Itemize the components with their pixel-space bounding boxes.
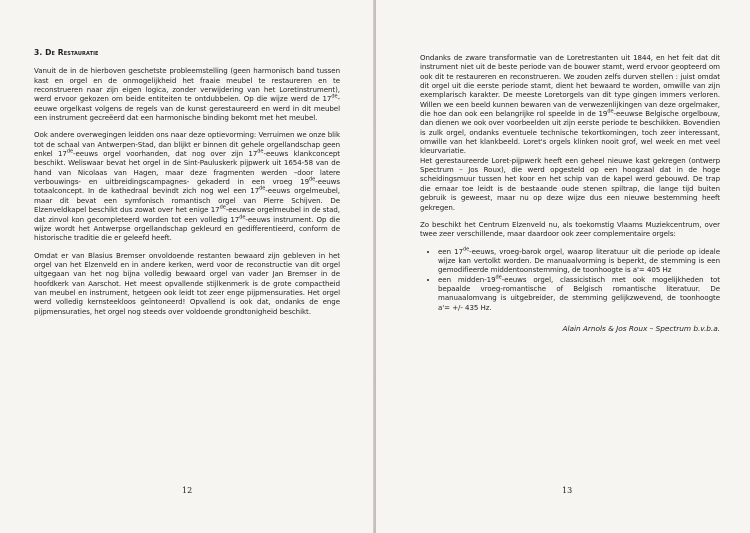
right-page (376, 0, 750, 533)
organ-list (420, 247, 720, 312)
left-text-column (34, 48, 340, 324)
page-number: 13 (562, 486, 573, 495)
author-signature: Alain Arnols & Jos Roux – Spectrum b.v.b.a. (562, 323, 720, 333)
left-page (0, 0, 374, 533)
paragraph: Vanuit de in de hierboven geschetste probleemstelling (geen harmonisch band tussen kast en orgel en de onmogelijkheid het fraaie meubel te restaureren en te reconstrueren naar zijn eigen logica, zonder verwijdering van het Loretinstrument), werd ervoor gekozen om beide entiteiten te ontdubbelen. Op die wijze werd de 17de-eeuwe orgelkast volgens de regels van de kunst gerestaureerd en werd in dit meubel een instrument gecreëerd dat een harmonische binding bekomt met het meubel. (34, 66, 340, 123)
list-item: • een 17de-eeuws, vroeg-barok orgel, waarop literatuur uit die periode op ideale wijze kan vertolkt worden. De manuaalvorming is beperkt, de stemming is een gemodifieerde middentoonstemming, de toonhoogte is a'= 405 Hz (438, 247, 720, 275)
paragraph: Zo beschikt het Centrum Elzenveld nu, als toekomstig Vlaams Muziekcentrum, over twee zeer verschillende, maar daardoor ook zeer complementaire orgels: (420, 219, 720, 239)
right-text-column (420, 53, 720, 333)
paragraph: Ook andere overwegingen leidden ons naar deze optievorming: Verruimen we onze blik tot de schaal van Antwerpen-Stad, dan blijkt er binnen dit gehele orgellandschap geen enkel 17de-eeuws orgel voorhanden, dat nog over zijn 17de-eeuws klankconcept beschikt. Weliswaar bevat het orgel in de Sint-Pauluskerk pijpwerk uit 1654-58 van de hand van Nicolaas van Hagen, maar deze fragmenten werden –door latere verbouwings- en uitbreidingscampagnes- gekaderd in een vroeg 19de-eeuws totaalconcept. In de kathedraal bevindt zich nog wel een 17de-eeuws orgelmeubel, maar dit bevat een symfonisch romantisch orgel van Pierre Schijven. De Elzenveldkapel beschikt dus zowat over het enige 17de-eeuwse orgelmeubel in de stad, dat zinvol kon gecompleteerd worden tot een volledig 17de-eeuws instrument. Op die wijze wordt het Antwerpse orgellandschap gekleurd en gedifferentieerd, conform de historische traditie die er geleefd heeft. (34, 130, 341, 243)
page-number: 12 (182, 486, 193, 495)
paragraph: Ondanks de zware transformatie van de Loretrestanten uit 1844, en het feit dat dit instrument niet uit de beste periode van de bouwer stamt, werd ervoor geopteerd om ook dit te restaureren en reconstrueren. We zouden zelfs durven stellen : juist omdat dit orgel uit die eerste periode stamt, dient het bewaard te worden, omwille van zijn exemplarisch karakter. De meeste Loretorgels van dit type gingen immers verloren. Willen we een beeld kunnen bewaren van de verwezenlijkingen van deze orgelmaker, die hoe dan ook een belangrijke rol speelde in de 19de-eeuwse Belgische orgelbouw, dan dienen we ook over voorbeelden uit zijn eerste periode te beschikken. Bovendien is zulk orgel, ondanks eventuele technische tekortkomingen, toch zeer interessant, omwille van het klankbeeld. Loret's orgels klinken nooit grof, wel week en met veel kleurvariatie. Het gerestaureerde Loret-pijpwerk heeft een geheel nieuwe kast gekregen (ontwerp Spectrum – Jos Roux), die werd opgesteld op een hoogzaal dat in de hoge scheidingsmuur tussen het koor en het schip van de kapel werd gebouwd. De trap die ernaar toe leidt is de bestaande oude stenen spiltrap, die lange tijd buiten gebruik is geweest, maar nu op deze wijze dus een nieuwe bestemming heeft gekregen. (420, 53, 720, 212)
paragraph: Omdat er van Blasius Bremser onvoldoende restanten bewaard zijn gebleven in het orgel van het Elzenveld en in andere kerken, werd voor de reconstructie van dit orgel uitgegaan van het nog bijna volledig bewaard orgel van vader Jan Bremser in de hoofdkerk van Aarschot. Het meest opvallende stijlkenmerk is de grote compactheid van meubel en instrument, hetgeen ook leidt tot zeer enge pijpmensuraties. Het orgel werd volledig kernsteekloos geïntoneerd! Opvallend is ook dat, ondanks de enge pijpmensuraties, het orgel nog steeds over voldoende grondtonigheid beschikt. (34, 250, 340, 316)
section-heading: 3. De Restauratie (34, 48, 99, 57)
list-item: • een midden-19de-eeuws orgel, classicistisch met ook mogelijkheden tot bepaalde vroeg-romantische of Belgisch romantische literatuur. De manuaalomvang is uitgebreider, de stemming gelijkzwevend, de toonhoogte a'= +/- 435 Hz. (438, 275, 720, 312)
